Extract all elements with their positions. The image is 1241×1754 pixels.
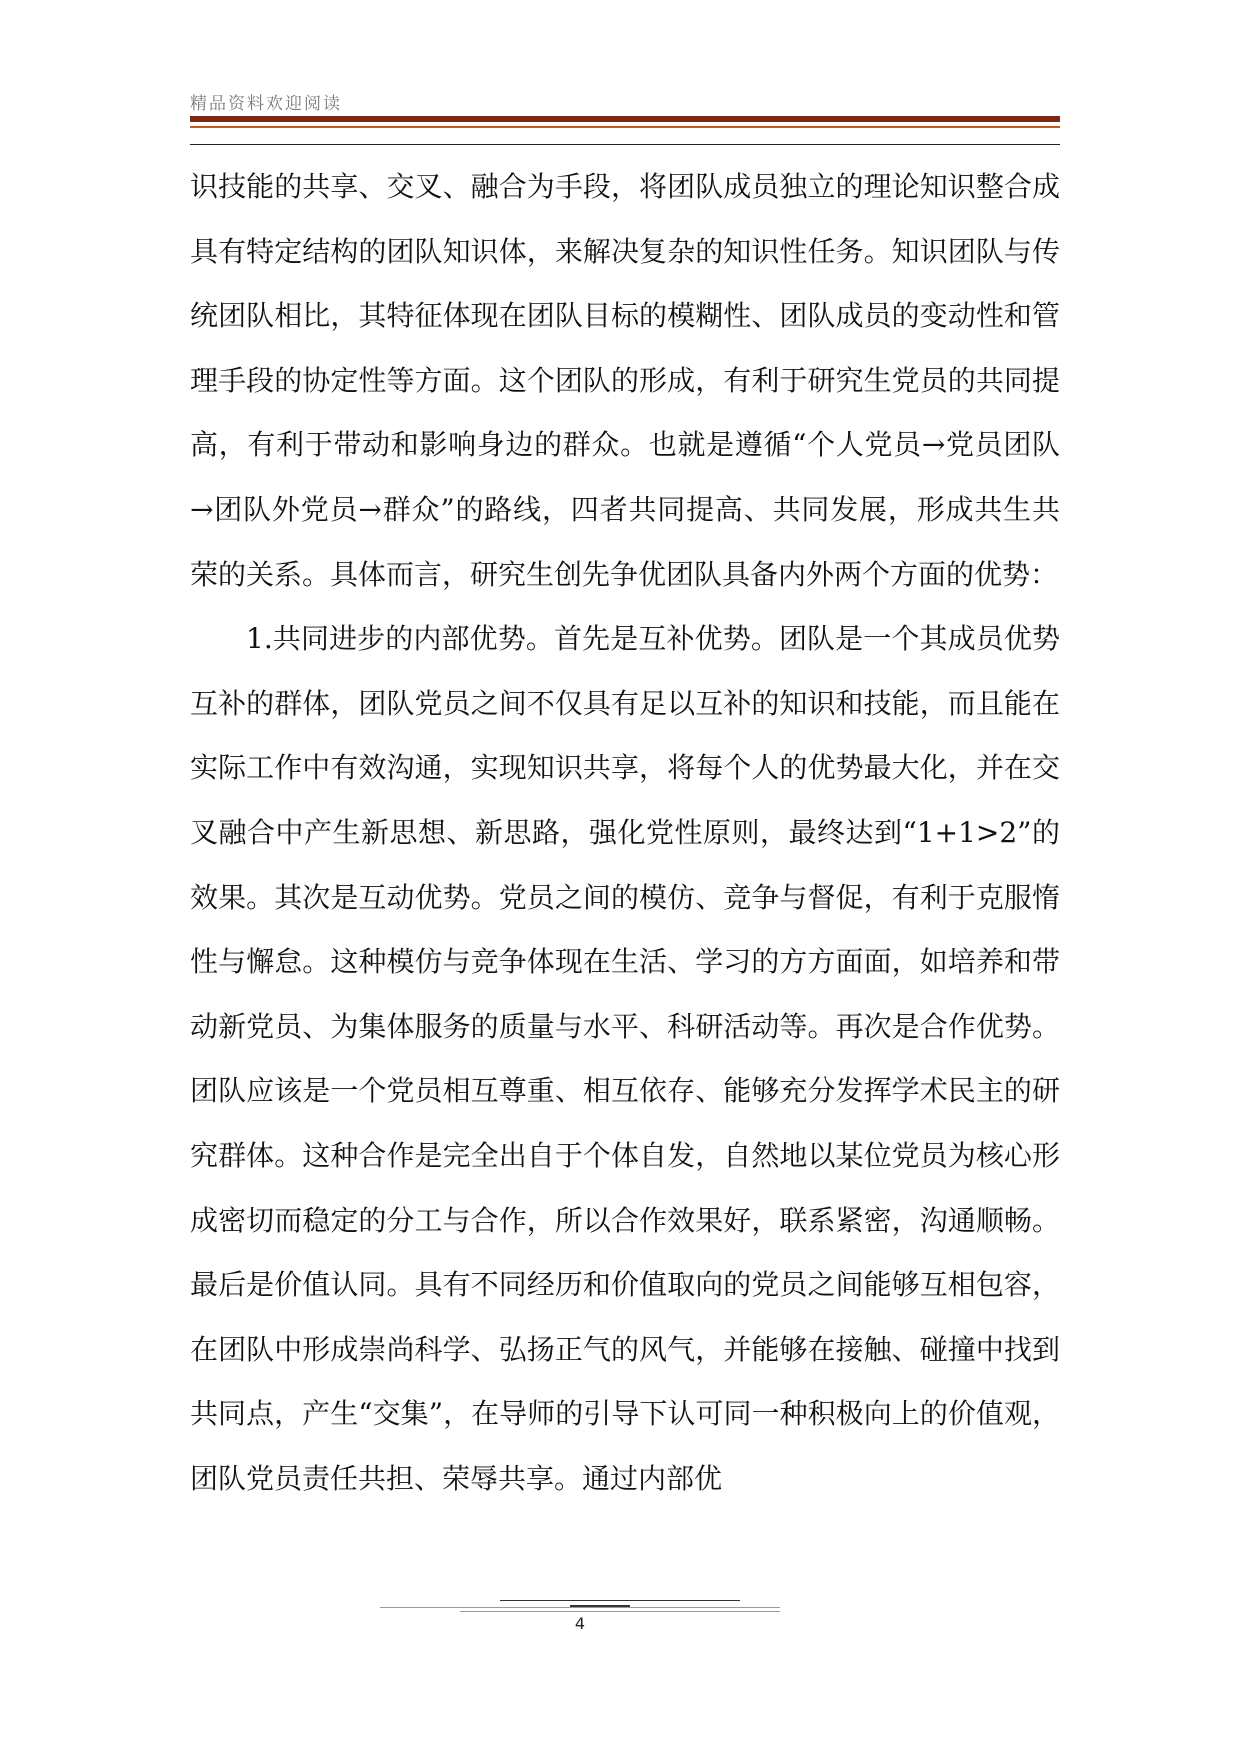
- footer-rule: [460, 1611, 780, 1612]
- page-footer: [380, 1600, 780, 1650]
- page-number: 4: [574, 1614, 586, 1633]
- header-rule-thin: [190, 126, 1060, 128]
- paragraph-1: 识技能的共享、交叉、融合为手段，将团队成员独立的理论知识整合成具有特定结构的团队知识体，来解决复杂的知识性任务。知识团队与传统团队相比，其特征体现在团队目标的模糊性、团队成员的变动性和管理手段的协定性等方面。这个团队的形成，有利于研究生党员的共同提高，有利于带动和影响身边的群众。也就是遵循“个人党员→党员团队→团队外党员→群众”的路线，四者共同提高、共同发展，形成共生共荣的关系。具体而言，研究生创先争优团队具备内外两个方面的优势：: [190, 170, 1060, 591]
- page-body: [190, 155, 1060, 1585]
- page-header: [190, 86, 1060, 156]
- header-rule-black: [190, 144, 1060, 145]
- footer-rule: [380, 1607, 780, 1608]
- header-rule-thick: [190, 116, 1060, 122]
- header-text: 精品资料欢迎阅读: [190, 94, 342, 114]
- paragraph-2: 1.共同进步的内部优势。首先是互补优势。团队是一个其成员优势互补的群体，团队党员之间不仅具有足以互补的知识和技能，而且能在实际工作中有效沟通，实现知识共享，将每个人的优势最大化，并在交叉融合中产生新思想、新思路，强化党性原则，最终达到“1+1>2”的效果。其次是互动优势。党员之间的模仿、竞争与督促，有利于克服惰性与懈怠。这种模仿与竞争体现在生活、学习的方方面面，如培养和带动新党员、为集体服务的质量与水平、科研活动等。再次是合作优势。团队应该是一个党员相互尊重、相互依存、能够充分发挥学术民主的研究群体。这种合作是完全出自于个体自发，自然地以某位党员为核心形成密切而稳定的分工与合作，所以合作效果好，联系紧密，沟通顺畅。最后是价值认同。具有不同经历和价值取向的党员之间能够互相包容，在团队中形成崇尚科学、弘扬正气的风气，并能够在接触、碰撞中找到共同点，产生“交集”，在导师的引导下认可同一种积极向上的价值观，团队党员责任共担、荣辱共享。通过内部优: [190, 622, 1060, 1495]
- footer-rule: [500, 1600, 740, 1601]
